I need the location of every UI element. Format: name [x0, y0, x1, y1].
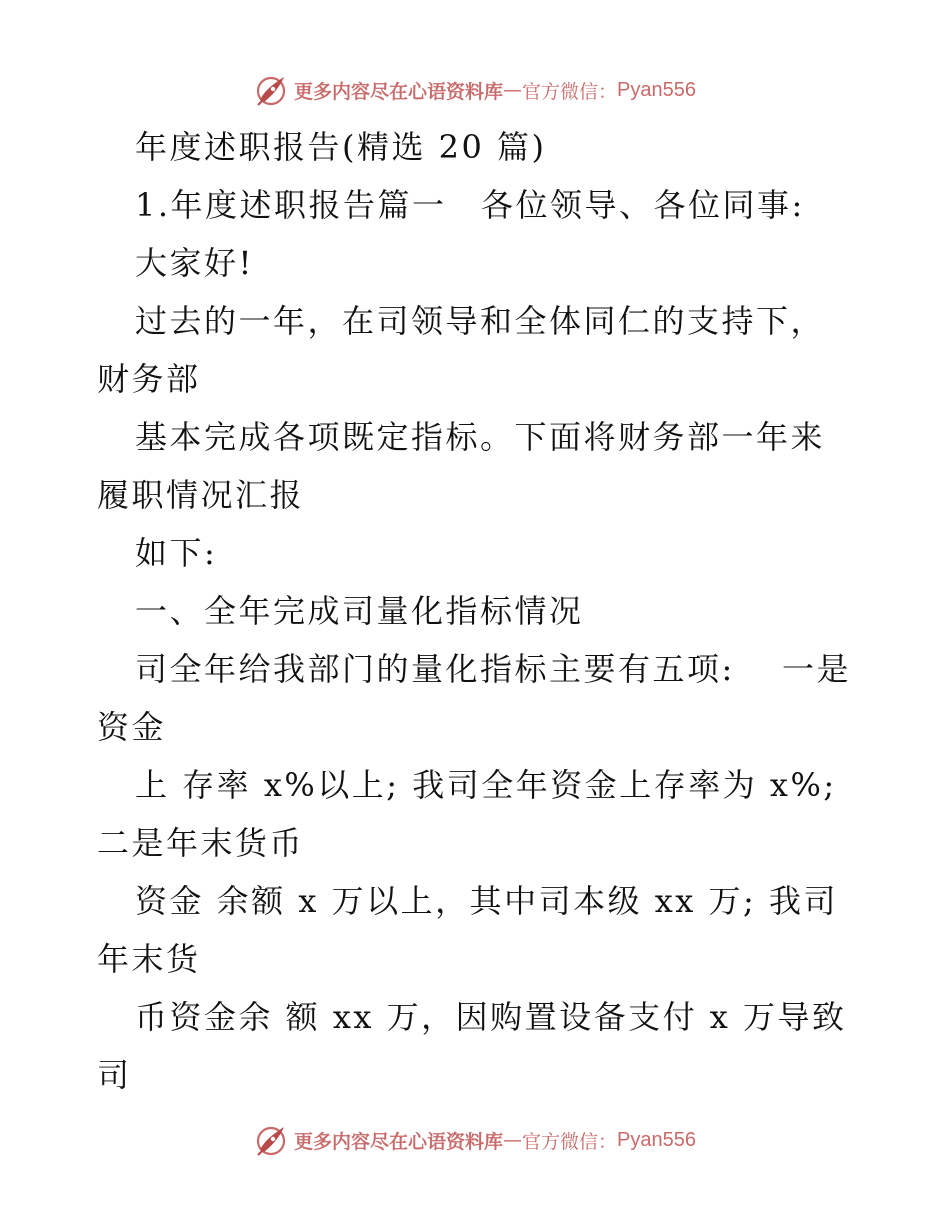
watermark-dash: — [503, 1129, 523, 1151]
watermark-banner-bottom [0, 1120, 950, 1160]
document-body [97, 118, 857, 1104]
paragraph-2: 大家好! [135, 244, 254, 282]
watermark-official-label: 官方微信： [522, 1130, 618, 1153]
document-title: 年度述职报告(精选 20 篇) [135, 128, 547, 166]
watermark-official-label: 官方微信： [522, 80, 618, 103]
watermark-id: Pyan556 [617, 1128, 696, 1151]
paragraph-8: 上 存率 x%以上; 我司全年资金上存率为 x%;二是年末货币 [97, 766, 837, 862]
paragraph-9: 资金 余额 x 万以上，其中司本级 xx 万; 我司年末货 [97, 882, 838, 978]
paragraph-3: 过去的一年，在司领导和全体同仁的支持下，财务部 [97, 302, 826, 398]
paragraph-10: 币资金余 额 xx 万，因购置设备支付 x 万导致司 [97, 998, 847, 1094]
watermark-main-text: 更多内容尽在心语资料库 [294, 80, 504, 103]
paragraph-1: 1.年度述职报告篇一 各位领导、各位同事: [135, 186, 805, 224]
paragraph-4: 基本完成各项既定指标。下面将财务部一年来履职情况汇报 [97, 418, 826, 514]
watermark-banner-top [0, 70, 950, 110]
watermark-id: Pyan556 [617, 78, 696, 101]
watermark-dash: — [503, 79, 523, 101]
paragraph-7: 司全年给我部门的量化指标主要有五项: 一是资金 [97, 650, 851, 746]
pen-nib-logo-icon [254, 1122, 290, 1158]
pen-nib-logo-icon [254, 72, 290, 108]
paragraph-5: 如下: [135, 534, 218, 572]
section-heading-1: 一、全年完成司量化指标情况 [135, 592, 584, 630]
watermark-main-text: 更多内容尽在心语资料库 [294, 1130, 504, 1153]
